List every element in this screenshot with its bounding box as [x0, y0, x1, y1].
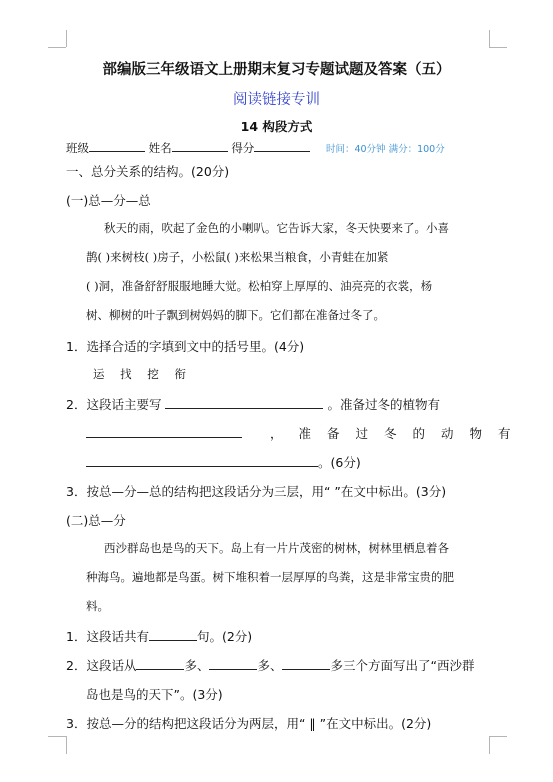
- passage-line: 秋天的雨，吹起了金色的小喇叭。它告诉大家，冬天快要来了。小喜: [104, 221, 449, 235]
- passage-line: 西沙群岛也是鸟的天下。岛上有一片片茂密的树林，树林里栖息着各: [104, 541, 449, 555]
- crop-mark: [66, 736, 67, 754]
- question-2-line: 岛也是鸟的天下”。(3分): [86, 687, 223, 702]
- class-blank: [89, 139, 145, 152]
- question-1-text: 1．这段话共有: [66, 629, 149, 644]
- answer-blank[interactable]: [282, 657, 330, 670]
- passage-line: 料。: [86, 599, 109, 613]
- question-2-text: 2．这段话从: [66, 658, 137, 673]
- section-subheading: (一)总—分—总: [66, 193, 151, 208]
- student-info-row: [66, 139, 445, 156]
- name-blank: [172, 139, 228, 152]
- passage-line: 鹊( )来树枝( )房子，小松鼠( )来松果当粮食，小青蛙在加紧: [86, 250, 389, 264]
- document-title: 部编版三年级语文上册期末复习专题试题及答案（五）: [102, 62, 451, 78]
- name-label: 姓名: [148, 141, 172, 155]
- crop-mark: [489, 47, 507, 48]
- question-1: [66, 627, 252, 645]
- time-note: 时间：40分钟 满分：100分: [325, 144, 445, 155]
- question-2-line: [86, 453, 361, 471]
- answer-blank[interactable]: [209, 657, 257, 670]
- question-2-text: 2．这段话主要写: [66, 397, 162, 412]
- answer-blank[interactable]: [86, 425, 242, 438]
- crop-mark: [48, 736, 66, 737]
- question-2-text: 多、: [257, 658, 283, 673]
- class-label: 班级: [66, 141, 89, 155]
- section-subheading: (二)总—分: [66, 513, 126, 528]
- crop-mark: [66, 30, 67, 47]
- crop-mark: [489, 736, 490, 754]
- question-2: [66, 656, 474, 674]
- question-2-text: 多三个方面写出了“西沙群: [330, 658, 475, 673]
- question-3: 3．按总—分—总的结构把这段话分为三层，用“ ”在文中标出。(3分): [66, 484, 447, 499]
- answer-blank[interactable]: [149, 628, 197, 641]
- question-2-text: ，准备过冬的动物有: [269, 426, 527, 441]
- question-3: 3．按总—分的结构把这段话分为两层，用“ ‖ ”在文中标出。(2分): [66, 716, 432, 731]
- passage-line: 树、柳树的叶子飘到树妈妈的脚下。它们都在准备过冬了。: [86, 308, 385, 322]
- passage-line: 种海鸟。遍地都是鸟蛋。树下堆积着一层厚厚的鸟粪，这是非常宝贵的肥: [86, 570, 454, 584]
- question-2: [66, 395, 440, 413]
- question-2-text: 。(6分): [318, 455, 361, 470]
- answer-blank[interactable]: [86, 454, 318, 467]
- crop-mark: [489, 30, 490, 47]
- answer-blank[interactable]: [136, 657, 184, 670]
- question-2-line: [86, 424, 527, 442]
- crop-mark: [489, 736, 507, 737]
- question-2-text: 多、: [184, 658, 210, 673]
- score-label: 得分: [231, 141, 255, 155]
- answer-blank[interactable]: [165, 396, 323, 409]
- document-subtitle: 阅读链接专训: [233, 92, 320, 108]
- passage-line: ( )洞，准备舒舒服服地睡大觉。松柏穿上厚厚的、油亮亮的衣裳，杨: [86, 279, 433, 293]
- word-options: 运 找 挖 衔: [93, 367, 192, 381]
- section-heading: 一、总分关系的结构。(20分): [66, 164, 230, 179]
- lesson-heading: 14 构段方式: [240, 119, 313, 134]
- question-1: 1．选择合适的字填到文中的括号里。(4分): [66, 339, 305, 354]
- crop-mark: [48, 47, 66, 48]
- question-2-text: 。准备过冬的植物有: [327, 397, 440, 412]
- score-blank: [254, 139, 310, 152]
- question-1-text: 句。(2分): [196, 629, 253, 644]
